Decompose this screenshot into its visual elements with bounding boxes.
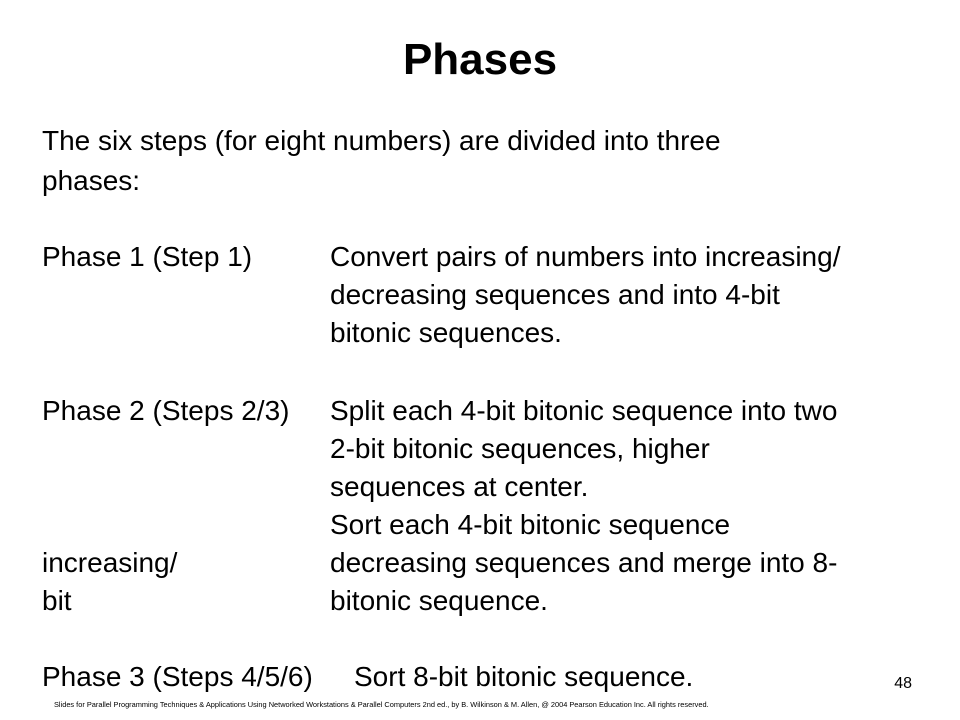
intro-text-line-1: The six steps (for eight numbers) are divided into three	[42, 125, 721, 156]
phase-2-desc-line-4: Sort each 4-bit bitonic sequence	[330, 509, 731, 540]
phase-1-desc-line-3: bitonic sequences.	[330, 317, 562, 348]
footer-copyright: Slides for Parallel Programming Techniques & Applications Using Networked Workstations & Parallel Computers 2nd ed., by B. Wilkinson & M. Allen, @ 2004 Pearson Education Inc. All rights reserved.	[54, 700, 709, 709]
phase-2-label: Phase 2 (Steps 2/3)	[42, 395, 290, 426]
phase-3-desc: Sort 8-bit bitonic sequence.	[354, 661, 694, 692]
phase-3-label: Phase 3 (Steps 4/5/6)	[42, 661, 313, 692]
page-number: 48	[894, 675, 912, 692]
phase-2-desc-line-2: 2-bit bitonic sequences, higher	[330, 433, 710, 464]
phase-2-desc-line-5: decreasing sequences and merge into 8-	[330, 547, 838, 578]
phase-2-left-line-5: increasing/	[42, 547, 178, 578]
phase-1-desc-line-1: Convert pairs of numbers into increasing/	[330, 241, 841, 272]
phase-2-desc-line-1: Split each 4-bit bitonic sequence into two	[330, 395, 838, 426]
phase-2-desc-line-6: bitonic sequence.	[330, 585, 548, 616]
phase-2-left-line-6: bit	[42, 585, 72, 616]
slide-title: Phases	[402, 35, 558, 84]
phase-1-label: Phase 1 (Step 1)	[42, 241, 253, 272]
intro-text-line-2: phases:	[42, 165, 141, 196]
phase-2-desc-line-3: sequences at center.	[330, 471, 589, 502]
phase-1-desc-line-2: decreasing sequences and into 4-bit	[330, 279, 780, 310]
